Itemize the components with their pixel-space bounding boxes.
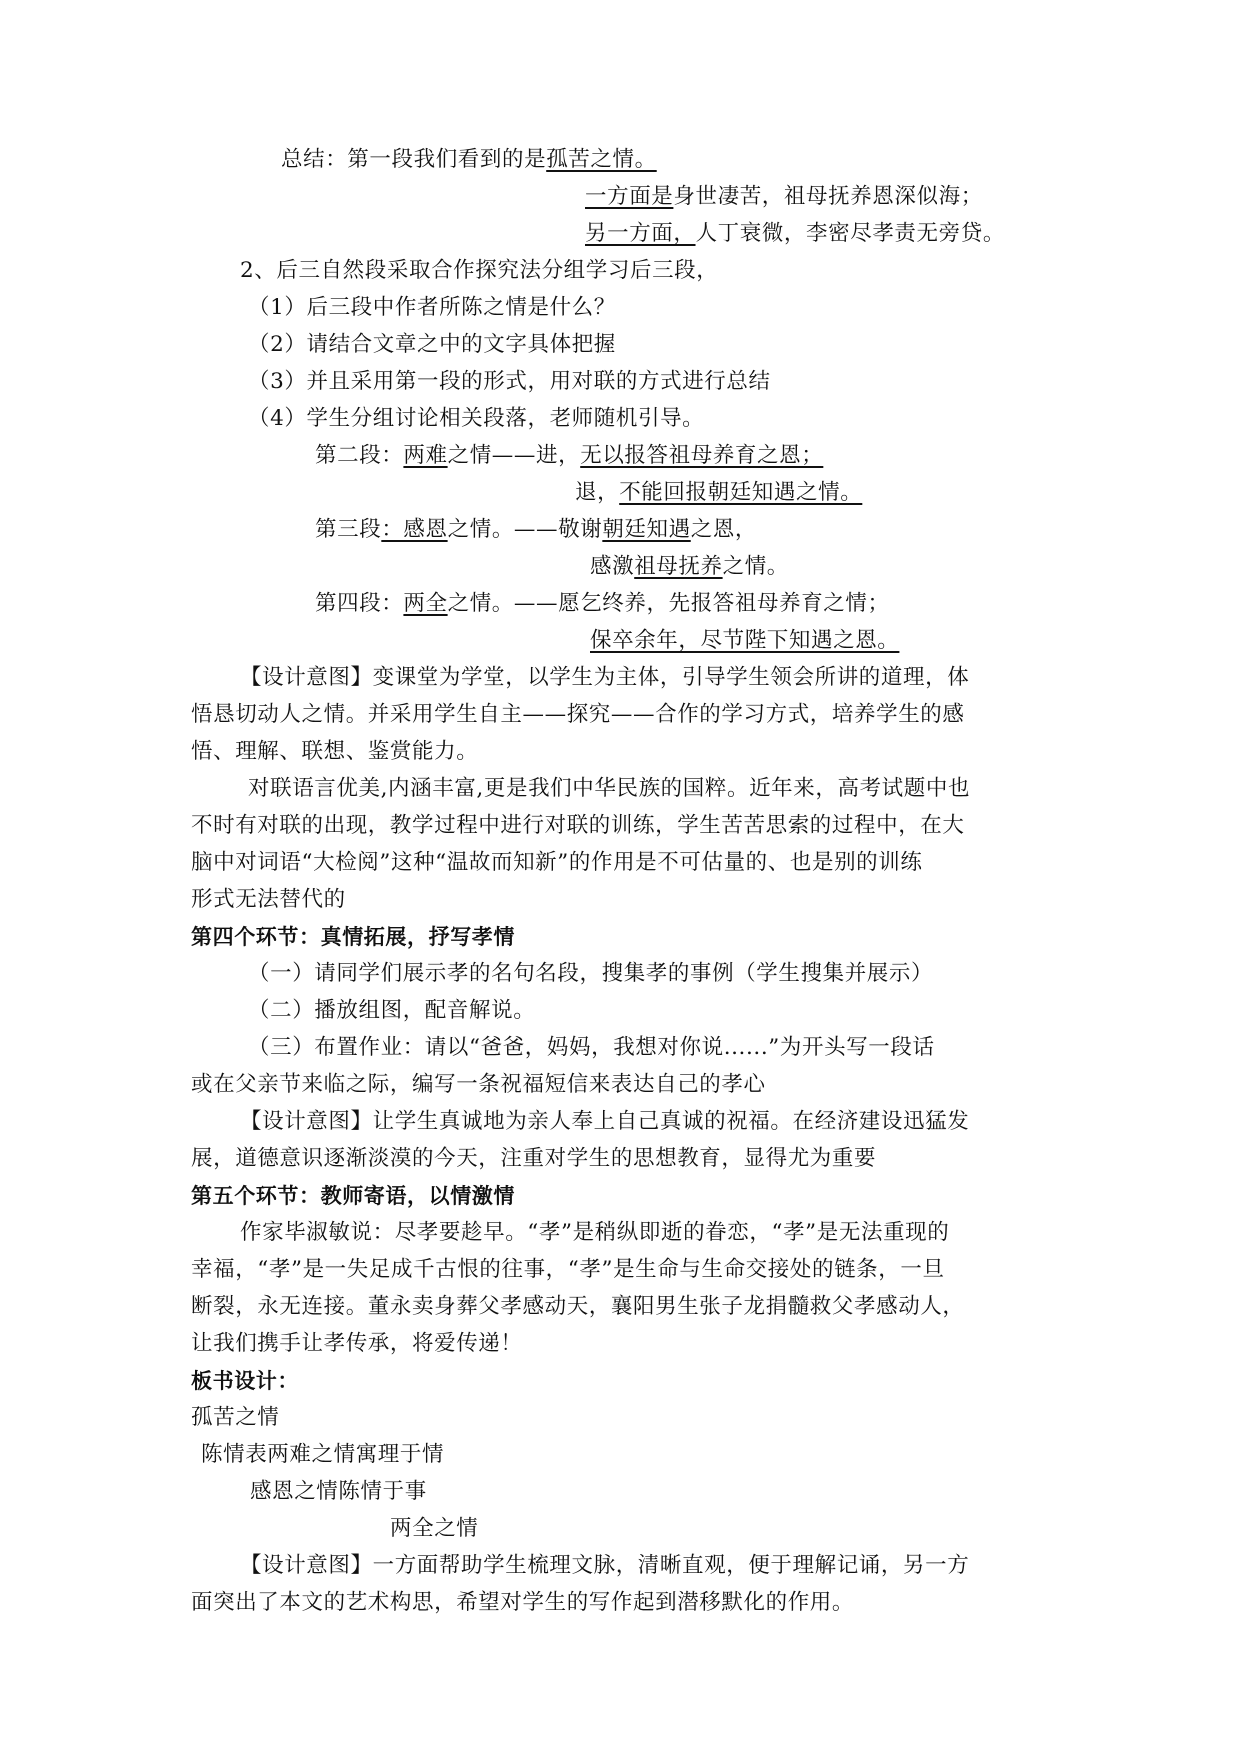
para3-key: ：感恩	[381, 517, 448, 542]
couplet-line-2: 不时有对联的出现，教学过程中进行对联的训练，学生苦苦思索的过程中，在大	[191, 813, 965, 838]
step2-question-2: （2）请结合文章之中的文字具体把握	[248, 332, 616, 357]
para3-line-2-prefix: 感激	[590, 554, 635, 579]
board-line-3: 感恩之情陈情于事	[250, 1479, 427, 1504]
design-intent-2-line-1: 【设计意图】让学生真诚地为亲人奉上自己真诚的祝福。在经济建设迅猛发	[240, 1109, 970, 1134]
para4-line-2-underlined: 保卒余年，尽节陛下知遇之恩。	[590, 628, 900, 653]
summary-term: 孤苦之情。	[546, 147, 657, 172]
para3-mid: 之情。——敬谢	[447, 517, 603, 542]
design-intent-1-line-1: 【设计意图】变课堂为学堂，以学生为主体，引导学生领会所讲的道理，体	[240, 665, 970, 690]
board-line-1: 孤苦之情	[191, 1405, 280, 1430]
design-intent-3-line-1: 【设计意图】一方面帮助学生梳理文脉，清晰直观，便于理解记诵，另一方	[240, 1553, 970, 1578]
step2-question-1: （1）后三段中作者所陈之情是什么？	[248, 295, 616, 320]
design-intent-1-line-2: 悟恳切动人之情。并采用学生自主——探究——合作的学习方式，培养学生的感	[191, 702, 965, 727]
summary-line-2	[585, 179, 983, 215]
section-4-title: 第四个环节：真情拓展，抒写孝情	[191, 925, 515, 949]
para3-line-2-tail: 之情。	[722, 554, 789, 579]
summary-line-2-underlined: 一方面是	[585, 184, 674, 209]
section-5-title: 第五个环节：教师寄语，以情激情	[191, 1184, 515, 1208]
step2-intro: 2、后三自然段采取合作探究法分组学习后三段，	[240, 258, 719, 283]
para4-label: 第四段：	[315, 591, 404, 616]
section-5-line-4: 让我们携手让孝传承，将爱传递！	[191, 1331, 523, 1356]
para2-line-2	[575, 475, 862, 511]
para2-key: 两难	[403, 443, 448, 468]
para2-underlined: 无以报答祖母养育之恩；	[580, 443, 824, 468]
para4-key: 两全	[403, 591, 448, 616]
para4-line-2	[590, 623, 899, 659]
section-4-item-2: （二）播放组图，配音解说。	[248, 998, 536, 1023]
section-5-line-2: 幸福，“孝”是一失足成千古恨的往事，“孝”是生命与生命交接处的链条，一旦	[191, 1257, 945, 1282]
para4-mid: 之情。——愿乞终养，先报答祖母养育之情；	[447, 591, 890, 616]
para2-line-1	[315, 438, 823, 474]
couplet-line-1: 对联语言优美,内涵丰富,更是我们中华民族的国粹。近年来，高考试题中也	[248, 776, 971, 801]
summary-line-3-underlined: 另一方面，	[585, 221, 696, 246]
para3-tail: 之恩，	[690, 517, 758, 542]
step2-question-3: （3）并且采用第一段的形式，用对联的方式进行总结	[248, 369, 771, 394]
para3-line-2	[590, 549, 789, 585]
step2-question-4: （4）学生分组讨论相关段落，老师随机引导。	[248, 406, 705, 431]
section-4-item-3: （三）布置作业：请以“爸爸，妈妈，我想对你说......”为开头写一段话	[248, 1035, 935, 1060]
section-4-item-1: （一）请同学们展示孝的名句名段，搜集孝的事例（学生搜集并展示）	[248, 961, 934, 986]
couplet-line-3: 脑中对词语“大检阅”这种“温故而知新”的作用是不可估量的、也是别的训练	[191, 850, 923, 875]
couplet-line-4: 形式无法替代的	[191, 887, 346, 912]
summary-line-3	[585, 216, 1005, 252]
summary-line-3-rest: 人丁衰微，李密尽孝责无旁贷。	[695, 221, 1005, 246]
para2-mid: 之情——进，	[447, 443, 581, 468]
section-5-line-3: 断裂，永无连接。董永卖身葬父孝感动天，襄阳男生张子龙捐髓救父孝感动人，	[191, 1294, 965, 1319]
para3-label: 第三段	[315, 517, 382, 542]
para2-line-2-underlined: 不能回报朝廷知遇之情。	[619, 480, 863, 505]
summary-prefix: 总结：第一段我们看到的是	[281, 147, 547, 172]
para2-label: 第二段：	[315, 443, 404, 468]
board-line-4: 两全之情	[390, 1516, 479, 1541]
design-intent-1-line-3: 悟、理解、联想、鉴赏能力。	[191, 739, 479, 764]
para2-line-2-prefix: 退，	[575, 480, 620, 505]
para4-line-1	[315, 586, 890, 622]
section-5-line-1: 作家毕淑敏说：尽孝要趁早。“孝”是稍纵即逝的眷恋，“孝”是无法重现的	[240, 1220, 950, 1245]
para3-line-2-underlined: 祖母抚养	[634, 554, 723, 579]
para3-line-1	[315, 512, 757, 548]
summary-line-2-rest: 身世凄苦，祖母抚养恩深似海；	[673, 184, 983, 209]
design-intent-3-line-2: 面突出了本文的艺术构思，希望对学生的写作起到潜移默化的作用。	[191, 1590, 855, 1615]
board-line-2: 陈情表两难之情寓理于情	[201, 1442, 445, 1467]
board-design-title: 板书设计：	[191, 1369, 299, 1393]
section-4-item-3-cont: 或在父亲节来临之际，编写一条祝福短信来表达自己的孝心	[191, 1072, 766, 1097]
summary-line	[281, 142, 657, 178]
design-intent-2-line-2: 展，道德意识逐渐淡漠的今天，注重对学生的思想教育，显得尤为重要	[191, 1146, 877, 1171]
para3-underlined: 朝廷知遇	[602, 517, 691, 542]
